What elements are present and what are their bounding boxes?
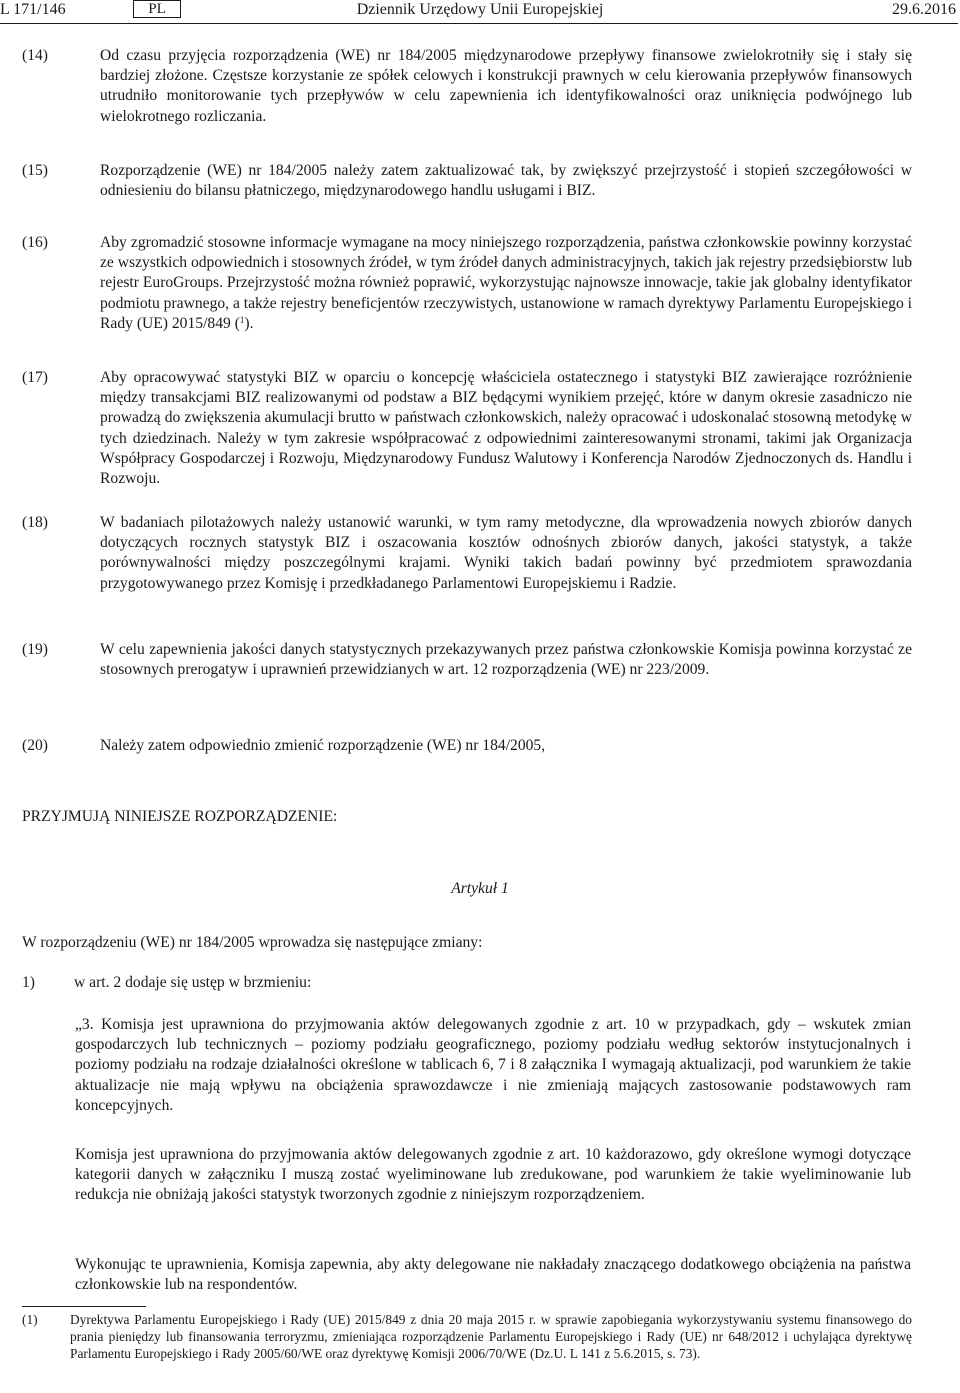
amendment-item [22,973,912,993]
recital-number: (15) [22,162,48,179]
recital-16 [22,233,912,334]
recital-17 [22,368,912,489]
adopting-formula: PRZYJMUJĄ NINIEJSZE ROZPORZĄDZENIE: [22,808,338,825]
article-intro: W rozporządzeniu (WE) nr 184/2005 wprowadza się następujące zmiany: [22,934,483,951]
header-divider [0,23,958,24]
recital-number: (17) [22,369,48,386]
recital-text: Od czasu przyjęcia rozporządzenia (WE) nr 184/2005 międzynarodowe przepływy finansowe zwielokrotniły się i stały się bardziej złożone. Częstsze korzystanie ze spółek celowych i konstrukcji prawnych w celu kierowania przepływów finansowych utrudniło monitorowanie tych przepływów w celu zapewnienia ich identyfikowalności oraz uniknięcia podwójnego lub wielokrotnego rozliczania. [100,47,912,125]
quoted-paragraph: „3. Komisja jest uprawniona do przyjmowania aktów delegowanych zgodnie z art. 10 w przypadkach, gdy – wskutek zmian gospodarczych lub technicznych – poziomy podziału geograficznego, poziomy podziału według sektorów instytucjonalnych i poziomy podziału na rodzaje działalności określone w tablicach 6, 7 i 8 załącznika I wymagają aktualizacji, pod warunkiem że takie aktualizacje nie mają wpływu na obciążenia sprawozdawcze i nie zmieniają mających zastosowanie podstawowych ram koncepcyjnych. [75,1016,911,1114]
item-text: w art. 2 dodaje się ustęp w brzmieniu: [74,974,312,991]
recital-text: W badaniach pilotażowych należy ustanowić warunki, w tym ramy metodyczne, dla wprowadzenia nowych zbiorów danych dotyczących rocznych statystyk BIZ i oszacowania kosztów odnośnych zbiorów danych, jakości statystyk, a także porównywalności między poszczególnymi krajami. Wyniki takich badań powinny być przedmiotem sprawozdania przygotowywanego przez Komisję i przedkładanego Parlamentowi Europejskiemu i Radzie. [100,514,912,592]
recital-18 [22,513,912,594]
footnote-number: (1) [22,1312,38,1327]
quoted-paragraph: Wykonując te uprawnienia, Komisja zapewnia, aby akty delegowane nie nakładały znaczącego dodatkowego obciążenia na państwa członkowskie lub na respondentów. [75,1256,911,1294]
recital-14 [22,46,912,127]
recital-text: W celu zapewnienia jakości danych statystycznych przekazywanych przez państwa członkowskie Komisja powinna korzystać ze stosownych prerogatyw i uprawnień przewidzianych w art. 12 rozporządzenia (WE) nr 223/2009. [100,641,912,679]
page-header [0,0,960,20]
recital-number: (16) [22,234,48,251]
recital-end: ). [244,314,254,332]
article-title: Artykuł 1 [451,880,509,897]
recital-number: (20) [22,737,48,754]
recital-text: Należy zatem odpowiednio zmienić rozporządzenie (WE) nr 184/2005, [100,737,546,754]
page-reference: L 171/146 [0,1,66,18]
recital-number: (14) [22,47,48,64]
footnote-text: Dyrektywa Parlamentu Europejskiego i Rady (UE) 2015/849 z dnia 20 maja 2015 r. w sprawie zapobiegania wykorzystywaniu systemu finansowego do prania pieniędzy lub finansowania terroryzmu, zmieniająca rozporządzenie Parlamentu Europejskiego i Rady (UE) nr 648/2012 i uchylająca dyrektywę Parlamentu Europejskiego i Rady 2005/60/WE oraz dyrektywę Komisji 2006/70/WE (Dz.U. L 141 z 5.6.2015, s. 73). [70,1312,912,1362]
recital-text: Rozporządzenie (WE) nr 184/2005 należy zatem zaktualizować tak, by zwiększyć przejrzystość i stopień szczegółowości w odniesieniu do bilansu płatniczego, międzynarodowego handlu usługami i BIZ. [100,162,912,200]
recital-number: (19) [22,641,48,658]
language-badge: PL [133,0,181,18]
recital-text: Aby opracowywać statystyki BIZ w oparciu o koncepcję właściciela ostatecznego i statystyki BIZ zawierające rozróżnienie między transakcjami BIZ realizowanymi od podstaw a BIZ będącymi wynikiem przejęć, które w danym okresie zasadniczo nie prowadzą do zwiększenia akumulacji brutto w państwach członkowskich, należy opracować i udoskonalać stosowną metodykę w tych dziedzinach. Należy w tym zakresie współpracować z odpowiednimi zainteresowanymi stronami, takimi jak Organizacja Współpracy Gospodarczej i Rozwoju, Międzynarodowy Fundusz Walutowy i Konferencja Narodów Zjednoczonych ds. Handlu i Rozwoju. [100,369,912,488]
quoted-paragraph: Komisja jest uprawniona do przyjmowania aktów delegowanych zgodnie z art. 10 każdorazowo, gdy określone wymogi dotyczące kategorii danych w załączniku I muszą zostać wyeliminowane lub zredukowane, pod warunkiem że takie wyeliminowanie lub redukcja nie obniżają jakości statystyk tworzonych zgodnie z niniejszym rozporządzeniem. [75,1146,911,1204]
journal-title: Dziennik Urzędowy Unii Europejskiej [356,1,604,18]
recital-15 [22,161,912,201]
recital-20 [22,736,912,756]
recital-body: Aby zgromadzić stosowne informacje wymagane na mocy niniejszego rozporządzenia, państwa członkowskie powinny korzystać ze wszystkich odpowiednich i stosownych źródeł, w tym źródeł danych administracyjnych, takich jak rejestry przedsiębiorstw lub rejestr EuroGroups. Przejrzystość można również poprawić, wykorzystując najnowsze innowacje, takie jak globalny identyfikator podmiotu prawnego, a także rejestry beneficjentów rzeczywistych, ustanowione w ramach dyrektywy Parlamentu Europejskiego i Rady (UE) 2015/849 ( [100,234,912,332]
recital-number: (18) [22,514,48,531]
footnote-divider [22,1306,146,1307]
footnote [22,1311,912,1363]
publication-date: 29.6.2016 [892,1,956,18]
recital-text [100,233,912,334]
footnote-ref[interactable]: 1 [239,314,245,325]
recital-19 [22,640,912,680]
item-number: 1) [22,974,35,991]
